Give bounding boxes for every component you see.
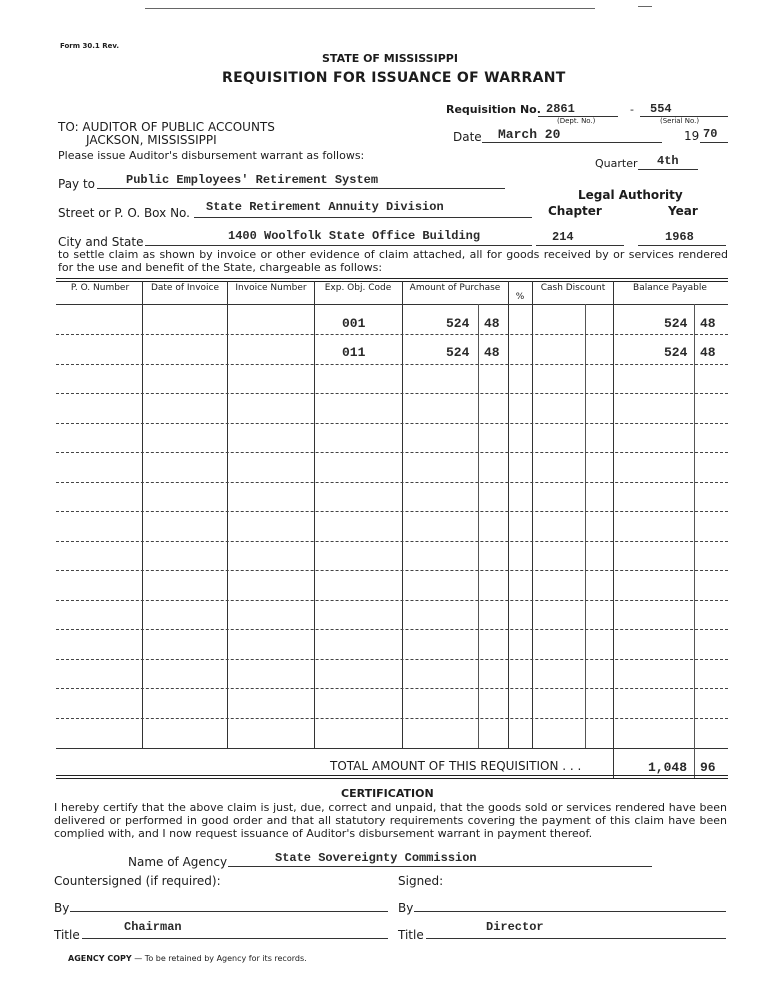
total-cents: 96: [700, 760, 716, 775]
form-title: REQUISITION FOR ISSUANCE OF WARRANT: [222, 70, 566, 86]
state-header: STATE OF MISSISSIPPI: [322, 52, 458, 65]
certification-heading: CERTIFICATION: [341, 787, 434, 800]
year-value: 70: [703, 127, 718, 141]
signed-label: Signed:: [398, 874, 444, 888]
city-label: City and State: [58, 235, 144, 249]
left-title-label: Title: [54, 928, 80, 942]
agency-copy-label: AGENCY COPY: [68, 954, 132, 963]
pay-to-label: Pay to: [58, 177, 96, 191]
year-prefix: 19: [684, 129, 700, 143]
chapter-value: 214: [552, 230, 574, 244]
street-value: State Retirement Annuity Division: [206, 200, 444, 214]
row-1-balance-cents: 48: [700, 316, 716, 331]
legal-authority-label: Legal Authority: [578, 188, 683, 202]
please-issue-text: Please issue Auditor's disbursement warrant as follows:: [58, 149, 365, 162]
quarter-value: 4th: [657, 154, 679, 168]
agency-copy-note: — To be retained by Agency for its records.: [134, 954, 307, 963]
row-2-balance-cents: 48: [700, 345, 716, 360]
to-line-1: TO: AUDITOR OF PUBLIC ACCOUNTS: [58, 120, 275, 134]
row-1-balance: 524: [664, 316, 688, 331]
left-title-value: Chairman: [124, 920, 182, 934]
row-2-balance: 524: [664, 345, 688, 360]
row-2-amount-cents: 48: [484, 345, 500, 360]
row-1-amount-cents: 48: [484, 316, 500, 331]
street-label: Street or P. O. Box No.: [58, 206, 190, 220]
header-percent: %: [515, 292, 525, 302]
form-number: Form 30.1 Rev.: [60, 42, 119, 50]
footer-note: [68, 954, 307, 963]
serial-no-caption: (Serial No.): [660, 117, 700, 125]
header-amount-of-purchase: Amount of Purchase: [409, 283, 501, 293]
quarter-label: Quarter: [595, 157, 638, 170]
dept-no-value: 2861: [546, 102, 575, 116]
row-1-exp-code: 001: [342, 316, 366, 331]
legal-year-value: 1968: [665, 230, 694, 244]
agency-value: State Sovereignty Commission: [275, 851, 477, 865]
header-po-number: P. O. Number: [70, 283, 130, 293]
serial-no-value: 554: [650, 102, 672, 116]
to-line-2: JACKSON, MISSISSIPPI: [86, 133, 217, 147]
countersigned-label: Countersigned (if required):: [54, 874, 221, 888]
row-1-amount: 524: [446, 316, 470, 331]
right-title-value: Director: [486, 920, 544, 934]
header-balance-payable: Balance Payable: [633, 283, 707, 293]
header-invoice-number: Invoice Number: [235, 283, 307, 293]
header-date-of-invoice: Date of Invoice: [150, 283, 220, 293]
total-label: TOTAL AMOUNT OF THIS REQUISITION . . .: [330, 759, 582, 773]
row-2-amount: 524: [446, 345, 470, 360]
year-label: Year: [668, 204, 698, 218]
settle-claim-text: to settle claim as shown by invoice or other evidence of claim attached, all for goods received by or services rendered for the use and benefit of the State, chargeable as follows:: [58, 248, 728, 274]
header-exp-obj-code: Exp. Obj. Code: [324, 283, 392, 293]
total-amount: 1,048: [648, 760, 688, 775]
agency-label: Name of Agency: [128, 855, 228, 869]
dept-no-caption: (Dept. No.): [557, 117, 596, 125]
date-label: Date: [453, 130, 482, 144]
row-2-exp-code: 011: [342, 345, 366, 360]
pay-to-value: Public Employees' Retirement System: [126, 173, 379, 187]
left-by-label: By: [54, 901, 70, 915]
requisition-label: Requisition No.: [446, 103, 541, 116]
right-title-label: Title: [398, 928, 424, 942]
certification-text: I hereby certify that the above claim is just, due, correct and unpaid, that the goods sold or services rendered have been delivered or performed in good order and that all statutory requirements covering the payment of this claim have been complied with, and I now request issuance of Auditor's disbursement warrant in payment thereof.: [54, 801, 727, 840]
header-cash-discount: Cash Discount: [540, 283, 606, 293]
city-value: 1400 Woolfolk State Office Building: [228, 229, 481, 243]
right-by-label: By: [398, 901, 414, 915]
date-value: March 20: [498, 127, 561, 142]
chapter-label: Chapter: [548, 204, 602, 218]
